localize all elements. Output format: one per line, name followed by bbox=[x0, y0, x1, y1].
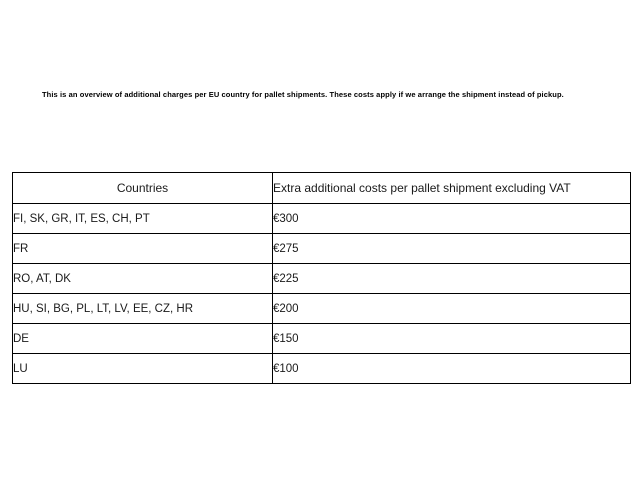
cell-countries: FR bbox=[13, 234, 273, 264]
charges-table bbox=[12, 172, 631, 384]
table-header-row bbox=[13, 173, 631, 204]
table-row bbox=[13, 204, 631, 234]
cell-countries: DE bbox=[13, 324, 273, 354]
charges-table-container bbox=[12, 172, 630, 384]
table-row bbox=[13, 294, 631, 324]
cell-countries: LU bbox=[13, 354, 273, 384]
column-header-costs: Extra additional costs per pallet shipment excluding VAT bbox=[273, 173, 631, 204]
cell-cost: €100 bbox=[273, 354, 631, 384]
table-row bbox=[13, 264, 631, 294]
cell-cost: €200 bbox=[273, 294, 631, 324]
cell-countries: HU, SI, BG, PL, LT, LV, EE, CZ, HR bbox=[13, 294, 273, 324]
cell-cost: €275 bbox=[273, 234, 631, 264]
cell-cost: €300 bbox=[273, 204, 631, 234]
column-header-countries: Countries bbox=[13, 173, 273, 204]
cell-cost: €150 bbox=[273, 324, 631, 354]
table-row bbox=[13, 234, 631, 264]
cell-cost: €225 bbox=[273, 264, 631, 294]
table-row bbox=[13, 354, 631, 384]
cell-countries: RO, AT, DK bbox=[13, 264, 273, 294]
table-body bbox=[13, 204, 631, 384]
table-header bbox=[13, 173, 631, 204]
table-row bbox=[13, 324, 631, 354]
cell-countries: FI, SK, GR, IT, ES, CH, PT bbox=[13, 204, 273, 234]
intro-paragraph: This is an overview of additional charges per EU country for pallet shipments. These costs apply if we arrange the shipment instead of pickup. bbox=[42, 90, 564, 99]
